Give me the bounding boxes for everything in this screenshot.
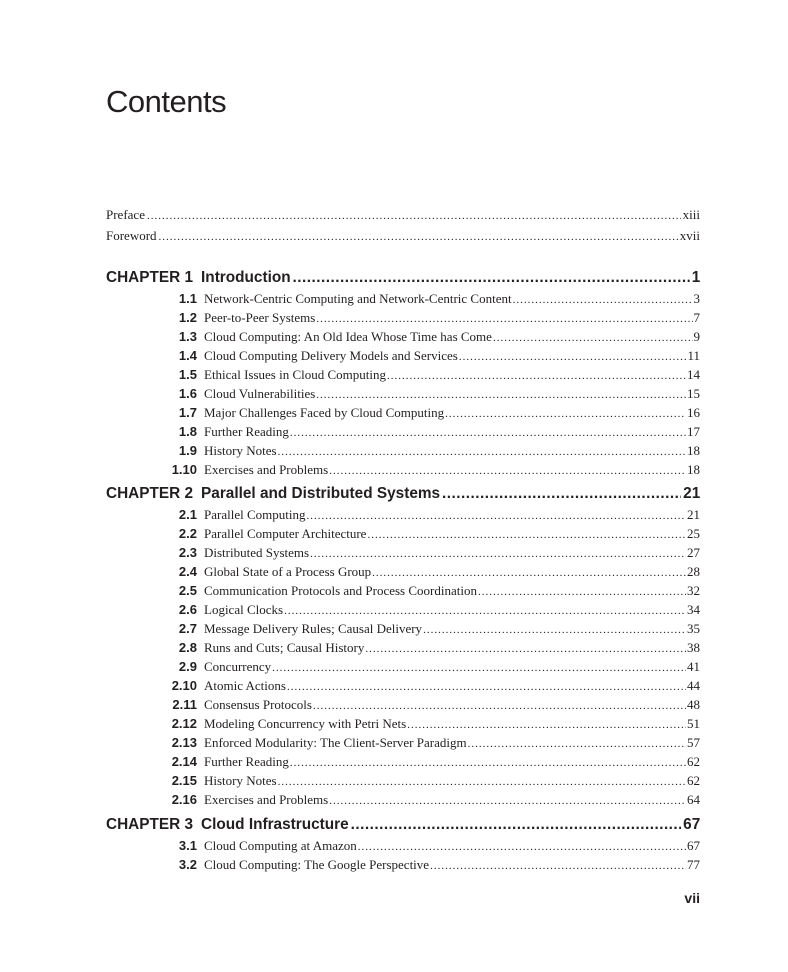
section-page: 28 xyxy=(687,564,700,579)
toc-section[interactable] xyxy=(106,422,700,441)
section-title: Major Challenges Faced by Cloud Computing xyxy=(204,405,445,420)
dot-leader xyxy=(387,367,686,386)
toc-section[interactable] xyxy=(106,562,700,581)
section-number: 1.9 xyxy=(178,443,197,458)
section-page: 62 xyxy=(687,754,700,769)
section-page: 16 xyxy=(687,405,700,420)
section-number: 2.4 xyxy=(178,564,197,579)
chapter-label: CHAPTER 3 xyxy=(106,816,194,833)
section-title: History Notes xyxy=(204,443,277,458)
section-title: Message Delivery Rules; Causal Delivery xyxy=(204,621,423,636)
dot-leader xyxy=(159,228,678,247)
section-title: Concurrency xyxy=(204,659,272,674)
section-number: 2.8 xyxy=(178,640,197,655)
section-number: 2.11 xyxy=(172,697,197,712)
toc-entry-preface[interactable] xyxy=(106,205,700,226)
section-title: Runs and Cuts; Causal History xyxy=(204,640,365,655)
section-page: 32 xyxy=(687,583,700,598)
toc-section[interactable] xyxy=(106,714,700,733)
dot-leader xyxy=(365,640,686,659)
toc-section[interactable] xyxy=(106,695,700,714)
chapter-title: Introduction xyxy=(201,269,291,286)
dot-leader xyxy=(351,814,682,836)
section-number: 1.5 xyxy=(178,367,197,382)
section-page: 51 xyxy=(687,716,700,731)
chapter-page: 1 xyxy=(691,269,701,286)
section-number: 3.2 xyxy=(178,857,197,872)
section-page: 7 xyxy=(693,310,700,325)
dot-leader xyxy=(272,659,686,678)
section-title: Parallel Computer Architecture xyxy=(204,526,367,541)
section-number: 2.3 xyxy=(178,545,197,560)
dot-leader xyxy=(293,267,690,289)
dot-leader xyxy=(278,443,686,462)
chapter-heading[interactable] xyxy=(106,267,700,289)
toc-section[interactable] xyxy=(106,657,700,676)
section-number: 1.8 xyxy=(178,424,197,439)
section-page: 17 xyxy=(687,424,700,439)
chapter-label: CHAPTER 2 xyxy=(106,485,194,502)
section-number: 1.7 xyxy=(178,405,197,420)
page-number: vii xyxy=(684,890,700,906)
toc-section[interactable] xyxy=(106,733,700,752)
chapter-label: CHAPTER 1 xyxy=(106,269,194,286)
section-page: 77 xyxy=(687,857,700,872)
section-title: Further Reading xyxy=(204,424,289,439)
section-number: 2.7 xyxy=(178,621,197,636)
section-title: Cloud Computing at Amazon xyxy=(204,838,357,853)
toc-section[interactable] xyxy=(106,308,700,327)
dot-leader xyxy=(445,405,686,424)
section-number: 2.10 xyxy=(171,678,197,693)
section-number: 2.12 xyxy=(171,716,197,731)
dot-leader xyxy=(367,526,686,545)
section-page: 64 xyxy=(687,792,700,807)
section-number: 2.16 xyxy=(171,792,197,807)
section-number: 2.5 xyxy=(178,583,197,598)
dot-leader xyxy=(278,773,686,792)
chapter-title: Cloud Infrastructure xyxy=(201,816,349,833)
section-page: 3 xyxy=(693,291,700,306)
chapter-2 xyxy=(106,483,700,809)
section-page: 15 xyxy=(687,386,700,401)
section-page: 62 xyxy=(687,773,700,788)
section-page: 44 xyxy=(687,678,700,693)
section-list xyxy=(106,289,700,479)
toc-entry-foreword[interactable] xyxy=(106,226,700,247)
toc-section[interactable] xyxy=(106,790,700,809)
section-number: 3.1 xyxy=(178,838,197,853)
dot-leader xyxy=(329,462,686,481)
section-title: Further Reading xyxy=(204,754,289,769)
toc-entry-page: xvii xyxy=(679,228,700,243)
section-page: 34 xyxy=(687,602,700,617)
chapter-page: 67 xyxy=(683,816,701,833)
section-number: 2.13 xyxy=(171,735,197,750)
dot-leader xyxy=(513,291,693,310)
toc-section[interactable] xyxy=(106,384,700,403)
chapter-heading[interactable] xyxy=(106,814,700,836)
dot-leader xyxy=(459,348,687,367)
section-title: Cloud Computing: The Google Perspective xyxy=(204,857,430,872)
section-page: 21 xyxy=(687,507,700,522)
section-page: 41 xyxy=(687,659,700,674)
dot-leader xyxy=(442,483,681,505)
section-page: 27 xyxy=(687,545,700,560)
section-title: Exercises and Problems xyxy=(204,462,329,477)
dot-leader xyxy=(478,583,686,602)
section-title: Cloud Computing: An Old Idea Whose Time has Come xyxy=(204,329,492,344)
toc-section[interactable] xyxy=(106,524,700,543)
section-title: History Notes xyxy=(204,773,277,788)
dot-leader xyxy=(430,857,686,876)
toc-section[interactable] xyxy=(106,676,700,695)
section-page: 57 xyxy=(687,735,700,750)
section-number: 1.6 xyxy=(178,386,197,401)
section-page: 25 xyxy=(687,526,700,541)
section-number: 1.4 xyxy=(178,348,197,363)
toc-section[interactable] xyxy=(106,581,700,600)
toc-section[interactable] xyxy=(106,327,700,346)
toc-entry-title: Foreword xyxy=(106,228,157,243)
section-number: 2.14 xyxy=(171,754,197,769)
toc-entry-title: Preface xyxy=(106,207,145,222)
section-page: 67 xyxy=(687,838,700,853)
section-page: 18 xyxy=(687,443,700,458)
section-number: 2.15 xyxy=(171,773,197,788)
chapter-page: 21 xyxy=(683,485,701,502)
chapter-title: Parallel and Distributed Systems xyxy=(201,485,441,502)
section-title: Parallel Computing xyxy=(204,507,306,522)
section-page: 14 xyxy=(687,367,700,382)
section-title: Consensus Protocols xyxy=(204,697,312,712)
dot-leader xyxy=(468,735,686,754)
section-page: 48 xyxy=(687,697,700,712)
toc-section[interactable] xyxy=(106,543,700,562)
front-matter-list xyxy=(106,205,700,247)
section-title: Modeling Concurrency with Petri Nets xyxy=(204,716,407,731)
section-number: 1.10 xyxy=(171,462,197,477)
page-title: Contents xyxy=(106,84,227,119)
section-title: Logical Clocks xyxy=(204,602,284,617)
section-title: Network-Centric Computing and Network-Centric Content xyxy=(204,291,512,306)
section-title: Ethical Issues in Cloud Computing xyxy=(204,367,386,382)
chapter-heading[interactable] xyxy=(106,483,700,505)
toc-section[interactable] xyxy=(106,836,700,855)
section-title: Enforced Modularity: The Client-Server Paradigm xyxy=(204,735,467,750)
section-page: 38 xyxy=(687,640,700,655)
toc-section[interactable] xyxy=(106,460,700,479)
section-title: Communication Protocols and Process Coordination xyxy=(204,583,477,598)
section-list xyxy=(106,836,700,874)
section-number: 1.3 xyxy=(178,329,197,344)
dot-leader xyxy=(290,754,686,773)
dot-leader xyxy=(287,678,686,697)
section-number: 1.1 xyxy=(178,291,197,306)
section-page: 35 xyxy=(687,621,700,636)
section-page: 18 xyxy=(687,462,700,477)
section-title: Atomic Actions xyxy=(204,678,286,693)
toc-section[interactable] xyxy=(106,600,700,619)
section-title: Cloud Computing Delivery Models and Services xyxy=(204,348,458,363)
dot-leader xyxy=(290,424,686,443)
toc-section[interactable] xyxy=(106,752,700,771)
toc-section[interactable] xyxy=(106,403,700,422)
dot-leader xyxy=(147,207,681,226)
section-list xyxy=(106,505,700,809)
toc-section[interactable] xyxy=(106,855,700,874)
toc-section[interactable] xyxy=(106,619,700,638)
chapter-1 xyxy=(106,267,700,479)
toc-entry-page: xiii xyxy=(682,207,700,222)
toc-section[interactable] xyxy=(106,505,700,524)
chapter-3 xyxy=(106,814,700,874)
section-title: Peer-to-Peer Systems xyxy=(204,310,316,325)
section-title: Global State of a Process Group xyxy=(204,564,372,579)
toc-section[interactable] xyxy=(106,346,700,365)
dot-leader xyxy=(329,792,686,811)
toc-section[interactable] xyxy=(106,441,700,460)
section-number: 2.6 xyxy=(178,602,197,617)
toc-section[interactable] xyxy=(106,365,700,384)
dot-leader xyxy=(423,621,686,640)
section-title: Cloud Vulnerabilities xyxy=(204,386,316,401)
section-page: 11 xyxy=(687,348,700,363)
toc-section[interactable] xyxy=(106,289,700,308)
section-page: 9 xyxy=(693,329,700,344)
section-number: 1.2 xyxy=(178,310,197,325)
toc-section[interactable] xyxy=(106,638,700,657)
section-number: 2.9 xyxy=(178,659,197,674)
section-number: 2.1 xyxy=(178,507,197,522)
section-title: Distributed Systems xyxy=(204,545,310,560)
section-number: 2.2 xyxy=(178,526,197,541)
section-title: Exercises and Problems xyxy=(204,792,329,807)
toc-section[interactable] xyxy=(106,771,700,790)
dot-leader xyxy=(493,329,693,348)
